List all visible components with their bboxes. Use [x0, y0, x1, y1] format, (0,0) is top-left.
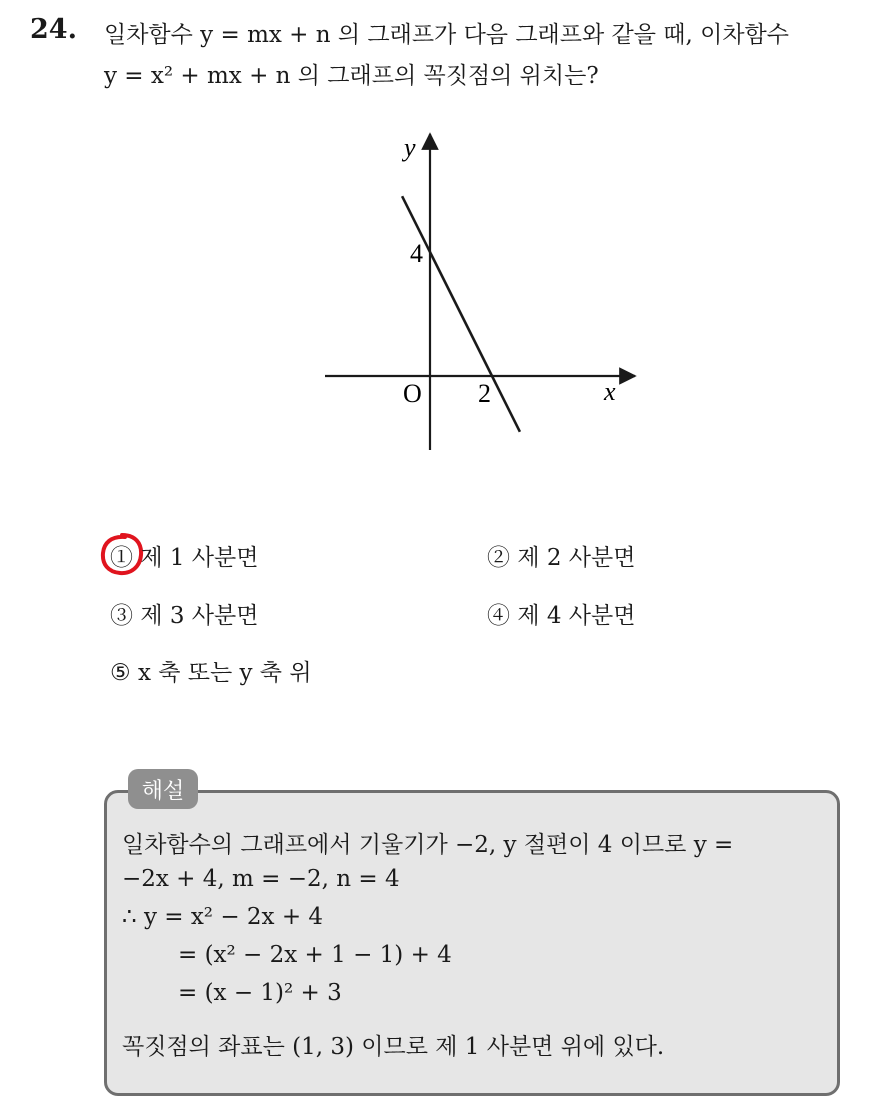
origin-label: O [403, 379, 422, 408]
choice-1[interactable] [110, 539, 258, 572]
choice-4-text: 제 4 사분면 [517, 603, 636, 629]
solution-tab: 해설 [128, 769, 198, 809]
choice-4-marker: ④ [487, 603, 510, 629]
x-axis-label: x [604, 377, 616, 406]
choice-5-marker: ⑤ [110, 660, 131, 686]
choice-3-text: 제 3 사분면 [140, 603, 259, 629]
x-intercept-label: 2 [478, 379, 491, 408]
y-axis-label: y [404, 133, 416, 162]
solution-line-2: −2x + 4, m = −2, n = 4 [122, 866, 400, 892]
choice-2-marker: ② [487, 545, 510, 571]
choice-2[interactable] [487, 539, 635, 572]
choice-5-text: x 축 또는 y 축 위 [137, 660, 312, 686]
choice-3-marker: ③ [110, 603, 133, 629]
question-text-line1: 일차함수 y = mx + n 의 그래프가 다음 그래프와 같을 때, 이차함수 [104, 22, 789, 48]
solution-line-4: = (x² − 2x + 1 − 1) + 4 [178, 942, 452, 968]
choice-4[interactable] [487, 597, 635, 630]
solution-line-3: ∴ y = x² − 2x + 4 [122, 904, 324, 930]
linear-function-graph [300, 120, 660, 460]
choice-5[interactable] [110, 654, 312, 687]
question-text-line2: y = x² + mx + n 의 그래프의 꼭짓점의 위치는? [104, 63, 599, 89]
choice-1-marker: ① [110, 545, 133, 571]
choice-1-text: 제 1 사분면 [140, 545, 259, 571]
solution-line-1: 일차함수의 그래프에서 기울기가 −2, y 절편이 4 이므로 y = [122, 832, 734, 858]
solution-line-6: 꼭짓점의 좌표는 (1, 3) 이므로 제 1 사분면 위에 있다. [122, 1034, 665, 1060]
y-intercept-label: 4 [410, 239, 423, 268]
choice-2-text: 제 2 사분면 [517, 545, 636, 571]
question-number: 24. [30, 14, 77, 45]
solution-line-5: = (x − 1)² + 3 [178, 980, 342, 1006]
choice-3[interactable] [110, 597, 258, 630]
